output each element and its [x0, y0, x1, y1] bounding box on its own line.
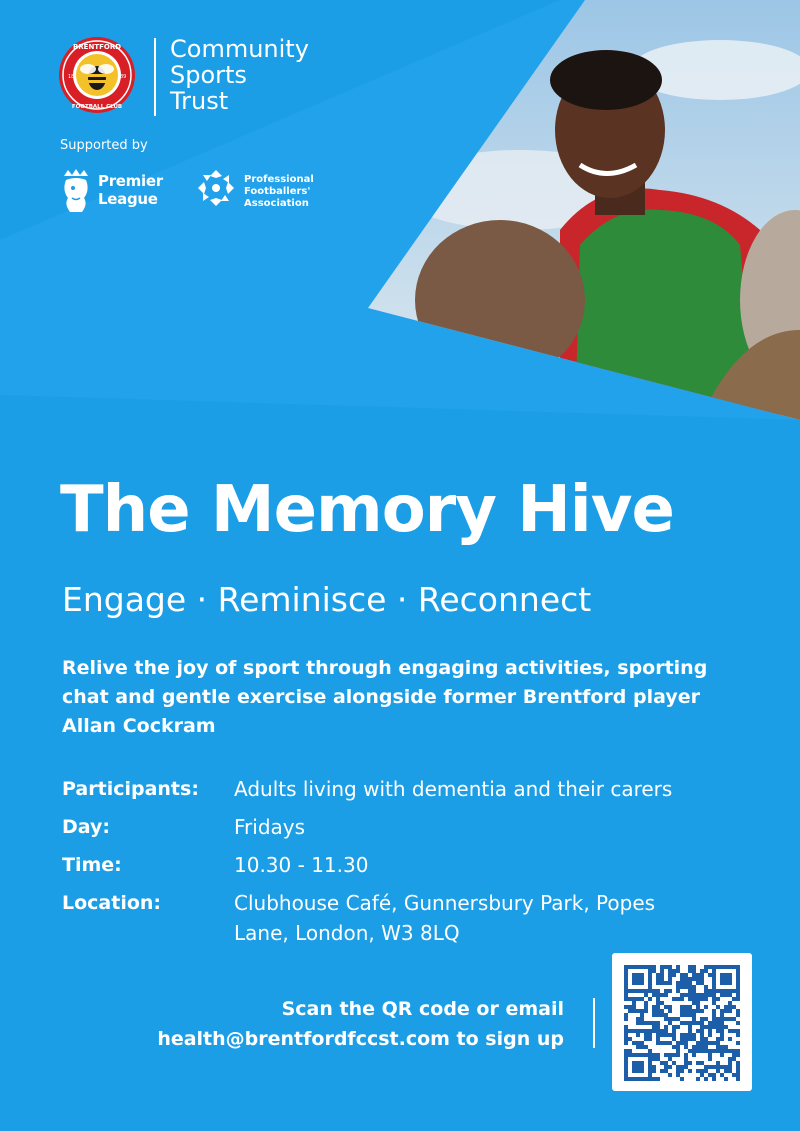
pfa-logo [196, 168, 336, 214]
qr-code[interactable] [612, 953, 752, 1091]
org-name: Community Sports Trust [170, 35, 309, 115]
detail-participants [62, 774, 752, 804]
detail-label: Location: [62, 892, 162, 914]
detail-label: Participants: [62, 778, 199, 800]
event-tagline: Engage · Reminisce · Reconnect [62, 580, 592, 619]
detail-day [62, 812, 752, 842]
signup-cta [157, 994, 564, 1054]
community-sports-trust-logo [58, 36, 348, 126]
detail-value: 10.30 - 11.30 [234, 853, 369, 877]
cta-line-2[interactable]: health@brentfordfccst.com to sign up [157, 1028, 564, 1050]
event-intro: Relive the joy of sport through engaging activities, sporting chat and gentle exercise alongside former Brentford player Allan Cockram [62, 657, 708, 737]
brentford-crest-icon [58, 36, 136, 114]
event-details [62, 774, 752, 956]
crest-bottom-text: FOOTBALL CLUB [71, 104, 123, 110]
crest-top-text: BRENTFORD [72, 43, 122, 51]
pfa-logo-icon [196, 168, 236, 208]
detail-time [62, 850, 752, 880]
cta-line-1: Scan the QR code or email [281, 998, 564, 1020]
crest-year-left: 18 [68, 74, 75, 80]
pfa-name: Professional Footballers' Association [244, 174, 314, 209]
detail-value: Clubhouse Café, Gunnersbury Park, Popes Lane, London, W3 8LQ [234, 891, 656, 945]
detail-value: Fridays [234, 815, 306, 839]
premier-league-lion-icon [58, 168, 94, 214]
supported-by-label: Supported by [60, 138, 148, 153]
crest-year-right: 89 [120, 74, 127, 80]
detail-location [62, 888, 752, 948]
detail-label: Day: [62, 816, 110, 838]
cta-divider [593, 998, 595, 1048]
detail-value: Adults living with dementia and their carers [234, 777, 673, 801]
premier-league-name: Premier League [98, 172, 163, 208]
event-title: The Memory Hive [60, 473, 674, 547]
logo-divider [154, 38, 156, 116]
detail-label: Time: [62, 854, 122, 876]
premier-league-logo [58, 168, 168, 214]
